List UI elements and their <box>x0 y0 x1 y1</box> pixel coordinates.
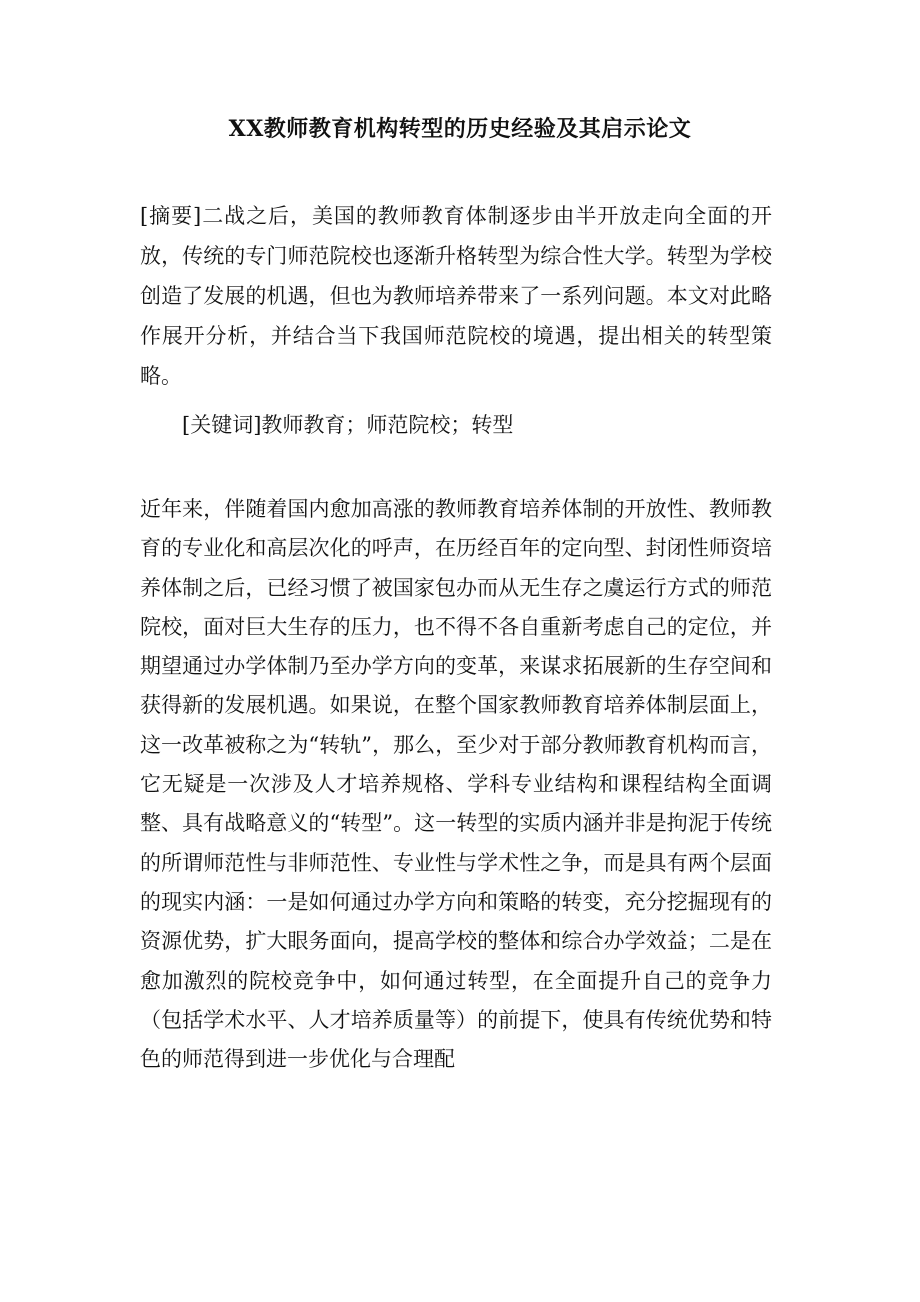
body-paragraph: 近年来，伴随着国内愈加高涨的教师教育培养体制的开放性、教师教育的专业化和高层次化的呼声，在历经百年的定向型、封闭性师资培养体制之后，已经习惯了被国家包办而从无生存之虞运行方式的师范院校，面对巨大生存的压力，也不得不各自重新考虑自己的定位，并期望通过办学体制乃至办学方向的变革，来谋求拓展新的生存空间和获得新的发展机遇。如果说，在整个国家教师教育培养体制层面上，这一改革被称之为“转轨”，那么，至少对于部分教师教育机构而言，它无疑是一次涉及人才培养规格、学科专业结构和课程结构全面调整、具有战略意义的“转型”。这一转型的实质内涵并非是拘泥于传统的所谓师范性与非师范性、专业性与学术性之争，而是具有两个层面的现实内涵：一是如何通过办学方向和策略的转变，充分挖掘现有的资源优势，扩大眼务面向，提高学校的整体和综合办学效益；二是在愈加激烈的院校竞争中，如何通过转型，在全面提升自己的竞争力（包括学术水平、人才培养质量等）的前提下，使具有传统优势和特色的师范得到进一步优化与合理配 <box>140 497 772 1072</box>
keywords-line: [关键词]教师教育；师范院校；转型 <box>182 413 514 437</box>
abstract-paragraph: [摘要]二战之后，美国的教师教育体制逐步由半开放走向全面的开放，传统的专门师范院校也逐渐升格转型为综合性大学。转型为学校创造了发展的机遇，但也为教师培养带来了一系列问题。本文对此略作展开分析，并结合当下我国师范院校的境遇，提出相关的转型策略。 <box>140 204 772 388</box>
document-title: XX教师教育机构转型的历史经验及其启示论文 <box>228 116 692 142</box>
